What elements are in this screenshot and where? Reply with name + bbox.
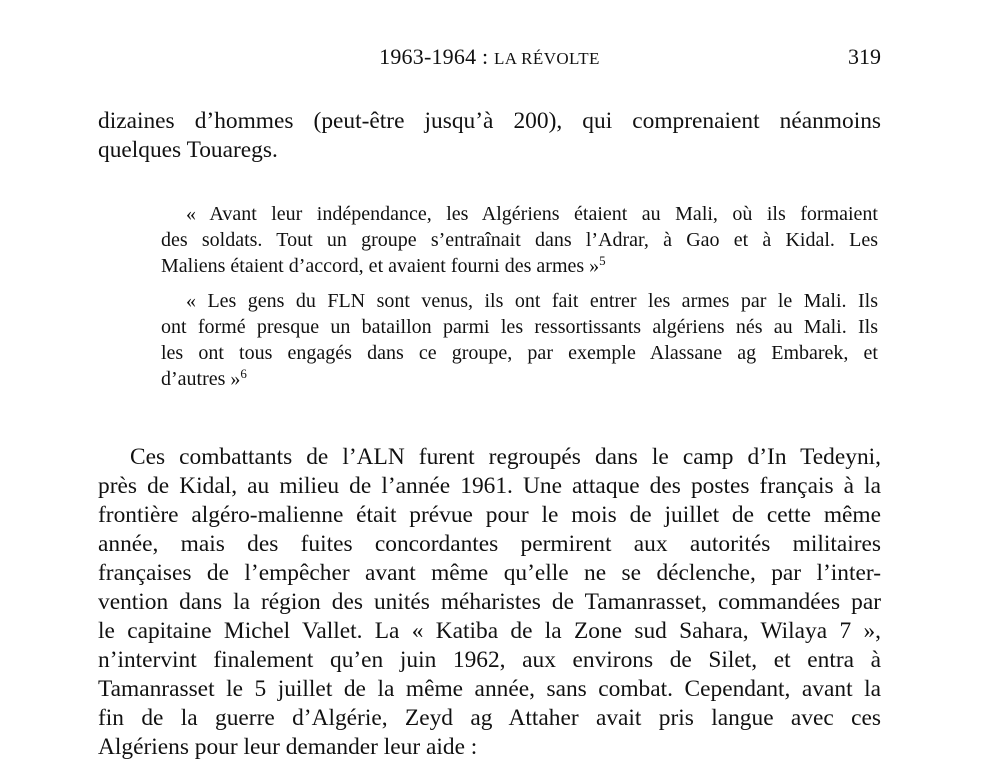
paragraph-2-line-3: frontière algéro-malienne était prévue pour le mois de juillet de cette même [98,502,881,528]
running-head [98,44,881,74]
footnote-ref-5: 5 [599,253,606,268]
quote-2-line-4 [161,367,878,392]
paragraph-2-line-8: n’intervint finalement qu’en juin 1962, aux environs de Silet, et entra à [98,647,881,673]
quote-2-line-2: ont formé presque un bataillon parmi les ressortissants algériens nés au Mali. Ils [161,316,878,338]
paragraph-2-line-1: Ces combattants de l’ALN furent regroupés dans le camp d’In Tedeyni, [130,444,881,470]
quote-2-line-1: « Les gens du FLN sont venus, ils ont fait entrer les armes par le Mali. Ils [186,290,878,312]
running-title-separator: : [476,44,494,69]
paragraph-2-line-11: Algériens pour leur demander leur aide : [98,734,478,760]
running-title-years: 1963-1964 [379,44,477,69]
paragraph-1-line-1: dizaines d’hommes (peut-être jusqu’à 200), qui comprenaient néanmoins [98,108,881,134]
quote-1-line-2: des soldats. Tout un groupe s’entraînait dans l’Adrar, à Gao et à Kidal. Les [161,229,878,251]
paragraph-1-line-2: quelques Touaregs. [98,137,278,163]
paragraph-2-line-4: année, mais des fuites concordantes permirent aux autorités militaires [98,531,881,557]
quote-1-line-1: « Avant leur indépendance, les Algériens étaient au Mali, où ils formaient [186,203,878,225]
paragraph-2-line-9: Tamanrasset le 5 juillet de la même année, sans combat. Cependant, avant la [98,676,881,702]
footnote-ref-6: 6 [240,366,247,381]
paragraph-2-line-2: près de Kidal, au milieu de l’année 1961. Une attaque des postes français à la [98,473,881,499]
quote-1-line-3 [161,254,878,279]
paragraph-2-line-10: fin de la guerre d’Algérie, Zeyd ag Attaher avait pris langue avec ces [98,705,881,731]
paragraph-2-line-7: le capitaine Michel Vallet. La « Katiba de la Zone sud Sahara, Wilaya 7 », [98,618,881,644]
page-number: 319 [848,44,881,69]
quote-2-line-3: les ont tous engagés dans ce groupe, par exemple Alassane ag Embarek, et [161,342,878,364]
quote-2-line-4-text: d’autres » [161,368,241,390]
quote-1-line-3-text: Maliens étaient d’accord, et avaient fourni des armes » [161,255,600,277]
running-title [98,44,881,70]
paragraph-2-line-6: vention dans la région des unités méharistes de Tamanrasset, commandées par [98,589,881,615]
running-title-caps: LA RÉVOLTE [494,49,600,68]
paragraph-2-line-5: françaises de l’empêcher avant même qu’elle ne se déclenche, par l’inter- [98,560,881,586]
